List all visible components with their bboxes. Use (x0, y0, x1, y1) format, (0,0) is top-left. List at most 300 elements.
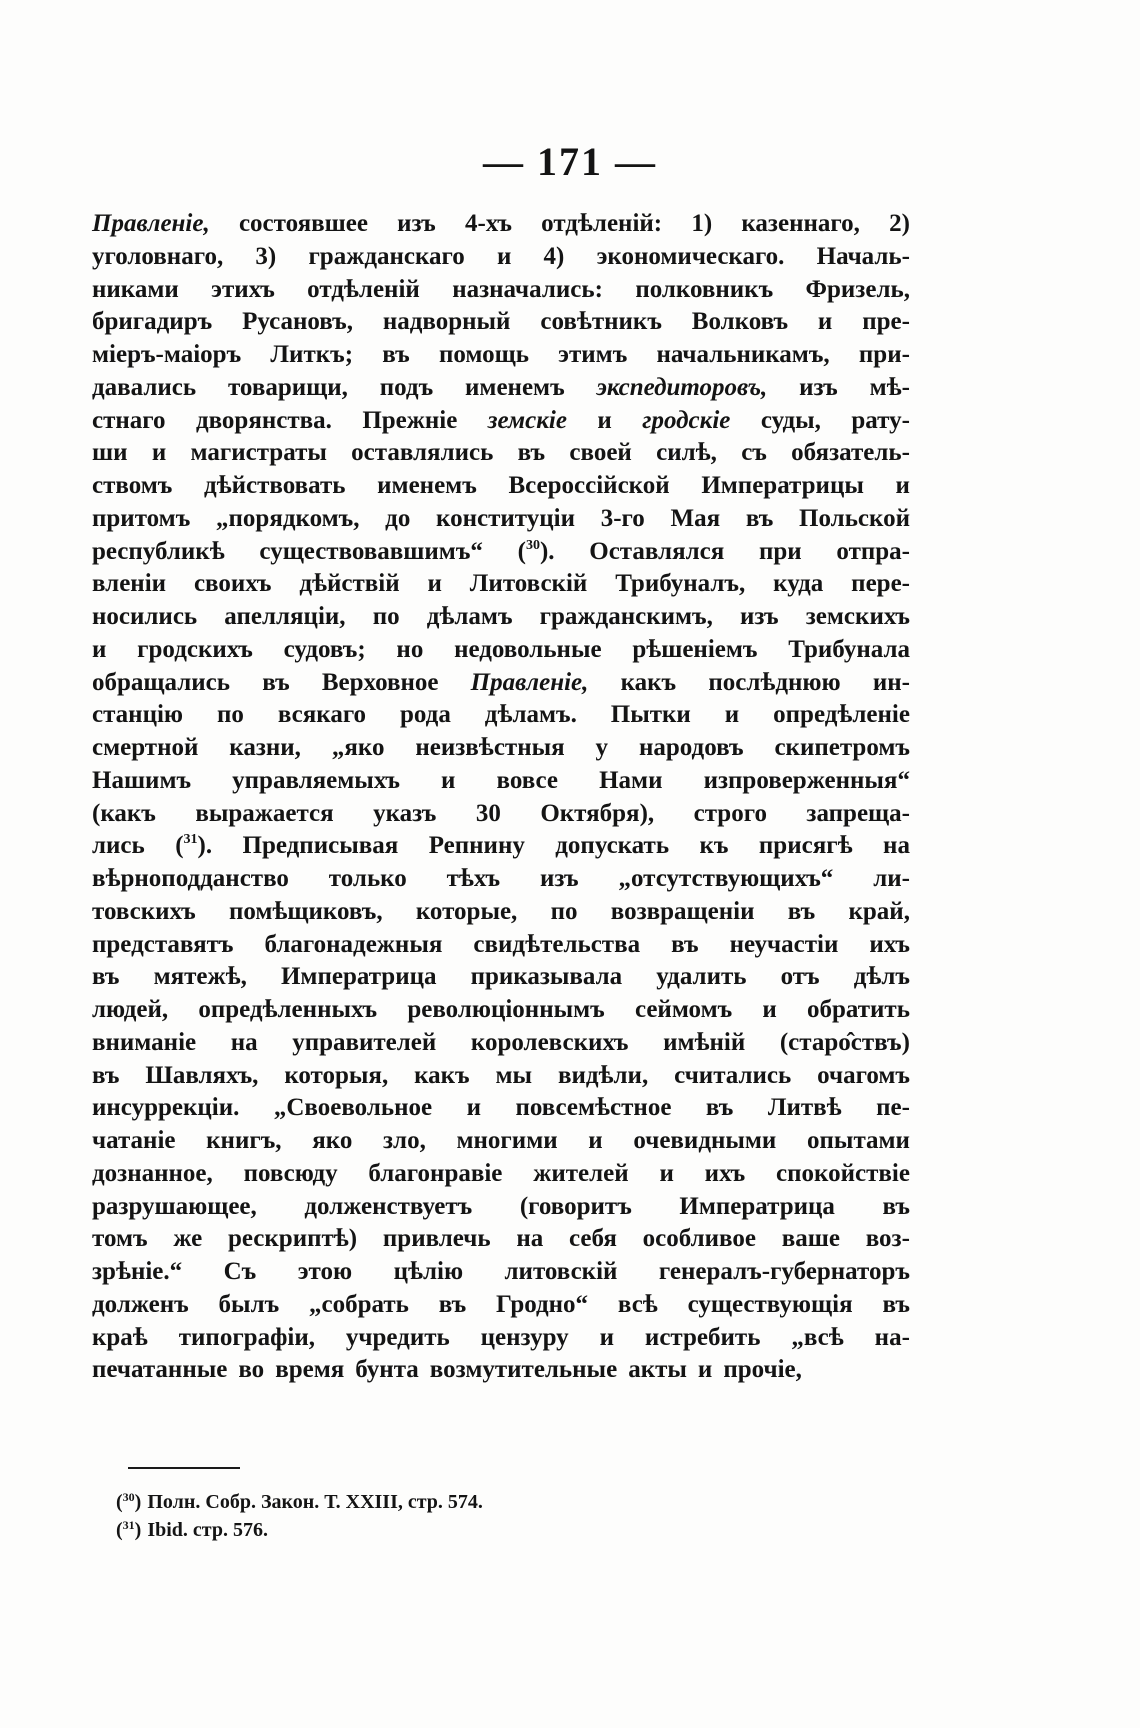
word: и (724, 701, 740, 729)
word: назначались: (452, 275, 603, 303)
word: инсуррекціи. (92, 1094, 240, 1122)
word: революціоннымъ (407, 996, 605, 1023)
text-line (92, 765, 910, 798)
word: въ (787, 897, 816, 925)
footnote-text: Ibid. стр. 576. (147, 1519, 268, 1541)
word: въ (882, 1290, 910, 1318)
word: и (659, 1159, 674, 1187)
word: экономическаго. (596, 242, 785, 270)
word: рода (400, 701, 451, 729)
word: оставлялись (351, 439, 494, 467)
word: на (516, 1225, 544, 1253)
word: пе- (876, 1094, 910, 1122)
word: рату- (851, 406, 910, 434)
word: сеймомъ (634, 996, 733, 1023)
text-line (92, 732, 910, 765)
text-line (92, 830, 910, 863)
word: по (372, 603, 400, 630)
word: рѣшеніемъ (632, 635, 758, 663)
word: существовавшимъ“ (259, 537, 483, 565)
word: Императрица (679, 1192, 835, 1220)
text-line (92, 634, 910, 667)
word: въ (705, 1094, 734, 1122)
word: народовъ (638, 734, 744, 761)
word: привлечь (382, 1225, 491, 1253)
word: которыя, (284, 1061, 389, 1089)
text-line (92, 896, 910, 929)
text-line (92, 798, 910, 831)
word: въ (745, 504, 774, 532)
word: станцію (92, 701, 184, 729)
word: какъ (620, 668, 677, 696)
word: чатаніе (92, 1127, 176, 1154)
word: Началь- (816, 242, 910, 270)
word: изъ (539, 865, 579, 892)
word: при- (858, 341, 910, 368)
word: Трибуналъ, (615, 570, 746, 598)
word: обратить (806, 996, 910, 1023)
word: стнаго (92, 406, 166, 434)
word: разрушающее, (92, 1192, 257, 1220)
word: мы (495, 1061, 533, 1089)
word: 4-хъ (464, 210, 512, 237)
word: и (588, 1127, 603, 1154)
footnote-mark: ($^{31}$) (116, 1518, 142, 1541)
word: и (466, 1094, 481, 1122)
word: считались (674, 1061, 792, 1089)
text-line (92, 994, 910, 1027)
word: своихъ (193, 570, 272, 598)
word: земскихъ (805, 603, 910, 630)
word: дѣлъ (853, 963, 910, 991)
word: (говоритъ (519, 1192, 632, 1220)
word: до (385, 504, 411, 532)
word: повсюду (243, 1159, 338, 1187)
word: Нашимъ (92, 766, 192, 794)
text-line (92, 339, 910, 372)
word: въ (262, 668, 290, 696)
word: въ (671, 930, 699, 958)
text-line (92, 241, 910, 274)
word: имѣній (663, 1028, 746, 1056)
word: совѣтникъ (540, 308, 662, 336)
word: Польской (799, 504, 910, 532)
text-line (92, 372, 910, 405)
word: Правленіе, (470, 668, 589, 696)
word: мѣ- (869, 373, 910, 401)
word: земскіе (487, 406, 567, 434)
word: зрѣніе.“ (92, 1258, 183, 1285)
word: благонадежныя (264, 930, 443, 958)
word: ваше (781, 1225, 840, 1253)
word: книгъ, (206, 1127, 282, 1154)
word: обязатель- (791, 439, 910, 467)
word: силѣ, (656, 439, 717, 467)
text-line (92, 1060, 910, 1093)
word: скипетромъ (774, 734, 910, 761)
word: казни, (229, 734, 301, 761)
word: 3-го (600, 504, 645, 532)
word: товарищи, (227, 373, 348, 401)
word: Фризель, (805, 275, 910, 303)
word: жителей (533, 1159, 629, 1187)
text-line (92, 405, 910, 438)
footnote-reference: 30 (525, 537, 540, 553)
word: типографіи, (178, 1323, 315, 1351)
word: гражданскаго (308, 242, 465, 270)
word: управителей (292, 1028, 437, 1056)
word: и (151, 439, 167, 467)
word: республикѣ (92, 537, 225, 565)
footnote-separator (128, 1467, 240, 1469)
text-line (92, 961, 910, 994)
word: міеръ-маіоръ (92, 341, 242, 368)
word: на (883, 832, 910, 860)
word: ши (92, 439, 128, 467)
word: въ (92, 1061, 120, 1089)
text-line (92, 1354, 910, 1387)
word: отпра- (836, 537, 910, 565)
word: Мая (670, 504, 721, 532)
word: бригадиръ (92, 308, 213, 336)
text-line (92, 1092, 910, 1125)
word: ($^{31}$). (175, 832, 213, 860)
word: всякаго (277, 701, 367, 729)
word: изъ (397, 210, 436, 237)
text-line (92, 1125, 910, 1158)
word: носились (92, 603, 198, 630)
word: людей, (92, 996, 169, 1023)
word: этимъ (558, 341, 628, 368)
word: (старо̂ствъ) (779, 1028, 910, 1056)
word: Правленіе, (92, 210, 210, 237)
word: Пытки (610, 701, 691, 729)
word: край, (848, 897, 910, 925)
word: томъ (92, 1225, 148, 1253)
footnote (116, 1516, 816, 1544)
word: ин- (872, 668, 910, 696)
word: воз- (865, 1225, 910, 1253)
word: и (599, 1323, 614, 1351)
word: какъ (414, 1061, 470, 1089)
word: опредѣленныхъ (198, 996, 378, 1023)
word: прочіе, (723, 1356, 802, 1384)
text-line (92, 1256, 910, 1289)
word: но (396, 635, 424, 663)
word: суды, (760, 406, 821, 434)
word: и (817, 308, 833, 336)
text-line (92, 306, 910, 339)
text-line (92, 1289, 910, 1322)
footnote-mark: ($^{30}$) (116, 1490, 142, 1513)
footnote-text: Полн. Собр. Закон. Т. XXIII, стр. 574. (147, 1491, 483, 1513)
word: магистраты (190, 439, 327, 467)
word: былъ (218, 1290, 280, 1318)
word: Прежніе (362, 406, 458, 434)
word: опытами (807, 1127, 910, 1154)
word: апелляціи, (224, 603, 346, 630)
word: повсемѣстное (515, 1094, 672, 1122)
word: благонравіе (368, 1159, 503, 1187)
word: Русановъ, (242, 308, 353, 336)
text-line (92, 1322, 910, 1355)
word: въ (882, 1192, 910, 1220)
text-line (92, 208, 910, 241)
word: изпроверженныя“ (703, 766, 910, 794)
word: помощь (438, 341, 529, 368)
word: и (92, 635, 107, 663)
word: этихъ (211, 275, 275, 303)
word: 3) (255, 242, 277, 270)
word: дѣйствовать (204, 472, 346, 499)
word: себя (569, 1225, 617, 1253)
word: указъ (373, 799, 437, 827)
word: „отсутствующихъ“ (618, 865, 834, 892)
word: 2) (889, 210, 910, 237)
word: подъ (379, 373, 434, 401)
word: Оставлялся (589, 537, 725, 565)
word: послѣднюю (708, 668, 841, 696)
word: и (496, 242, 512, 270)
word: 30 (475, 799, 501, 827)
word: на- (874, 1323, 910, 1351)
word: полковникъ (635, 275, 774, 303)
word: Литовскій (469, 570, 588, 598)
word: Волковъ (691, 308, 789, 336)
text-line (92, 274, 910, 307)
word: въ (517, 439, 546, 467)
word: притомъ (92, 504, 191, 532)
word: экспедиторовъ, (596, 373, 768, 401)
word: особливое (642, 1225, 756, 1253)
word: ихъ (869, 930, 910, 958)
word: вовсе (496, 766, 559, 794)
word: (какъ (92, 799, 156, 827)
word: возмутительные (429, 1356, 618, 1384)
word: пре- (862, 308, 910, 336)
text-line (92, 470, 910, 503)
word: вѣрноподданство (92, 865, 289, 892)
word: Шавляхъ, (145, 1061, 259, 1089)
word: учредить (345, 1323, 450, 1351)
text-line (92, 863, 910, 896)
word: „Своевольное (273, 1094, 433, 1122)
word: опредѣленіе (773, 701, 910, 729)
word: недовольные (454, 635, 602, 663)
word: отдѣленій (307, 275, 420, 303)
word: въ (438, 1290, 467, 1318)
word: очагомъ (817, 1061, 910, 1089)
word: смертной (92, 734, 199, 761)
word: мятежѣ, (153, 963, 247, 991)
body-text (92, 208, 910, 1387)
word: въ (92, 963, 120, 991)
word: и (697, 1356, 713, 1384)
word: яко (312, 1127, 353, 1154)
word: которые, (415, 897, 518, 925)
word: уголовнаго, (92, 242, 224, 270)
word: дворянства. (195, 406, 332, 434)
word: литовскій (504, 1258, 618, 1285)
word: Нами (599, 766, 663, 794)
word: ($^{30}$). (517, 537, 555, 565)
word: свидѣтельства (473, 930, 641, 958)
page-number: — 171 — (483, 139, 657, 184)
word: акты (628, 1356, 687, 1384)
text-line (92, 503, 910, 536)
word: при (758, 537, 802, 565)
word: 1) (691, 210, 713, 237)
text-line (92, 699, 910, 732)
word: существующія (687, 1290, 853, 1318)
word: по (550, 897, 578, 925)
word: видѣли, (557, 1061, 649, 1089)
word: 4) (543, 242, 565, 270)
word: товскихъ (92, 897, 196, 925)
word: всѣ (617, 1290, 658, 1318)
word: Трибунала (788, 635, 910, 663)
word: долженъ (92, 1290, 189, 1318)
word: строго (693, 799, 767, 827)
word: цѣлію (393, 1258, 464, 1285)
word: Предписывая (242, 832, 399, 860)
word: никами (92, 275, 179, 303)
text-line (92, 437, 910, 470)
word: отъ (780, 963, 820, 991)
footnote-reference: 31 (183, 832, 198, 848)
word: дѣламъ (426, 603, 513, 630)
text-line (92, 929, 910, 962)
word: приказывала (470, 963, 623, 991)
word: генералъ-губернаторъ (658, 1258, 910, 1285)
word: и (441, 766, 456, 794)
word: дознанное, (92, 1159, 213, 1187)
word: и (597, 406, 612, 434)
word: Литкъ; (270, 341, 354, 368)
word: неучастіи (729, 930, 839, 958)
text-line (92, 1027, 910, 1060)
word: именемъ (377, 472, 477, 499)
word: краѣ (92, 1323, 148, 1351)
word: гродскіе (642, 406, 731, 434)
word: отдѣленій: (541, 210, 663, 237)
word: вниманіе (92, 1028, 197, 1056)
word: королевскихъ (470, 1028, 629, 1056)
text-line (92, 1158, 910, 1191)
word: допускать (555, 832, 670, 860)
word: очевидными (633, 1127, 777, 1154)
word: вленіи (92, 570, 167, 598)
word: же (173, 1225, 203, 1253)
word: и (762, 996, 777, 1023)
word: казеннаго, (741, 210, 860, 237)
word: пере- (851, 570, 910, 598)
word: цензуру (480, 1323, 569, 1351)
text-line (92, 568, 910, 601)
word: печатанные (92, 1356, 228, 1384)
text-line (92, 1191, 910, 1224)
word: запреща- (806, 799, 910, 827)
footnotes (116, 1488, 816, 1544)
word: лись (92, 832, 145, 860)
word: на (230, 1028, 258, 1056)
word: бунта (355, 1356, 419, 1384)
word: изъ (740, 603, 779, 630)
word: начальникамъ, (656, 341, 830, 368)
word: судовъ; (283, 635, 366, 663)
word: рескриптѣ) (228, 1225, 358, 1253)
word: обращались (92, 668, 230, 696)
word: помѣщиковъ, (228, 897, 383, 925)
word: ихъ (704, 1159, 746, 1187)
word: тѣхъ (446, 865, 501, 892)
word: выражается (195, 799, 334, 827)
word: возвращеніи (610, 897, 755, 925)
word: „всѣ (791, 1323, 844, 1351)
word: по (217, 701, 244, 729)
word: и (895, 472, 910, 499)
word: и (427, 570, 442, 598)
word: надворный (382, 308, 511, 336)
word: Литвѣ (767, 1094, 842, 1122)
word: только (328, 865, 407, 892)
word: время (275, 1356, 345, 1384)
word: съ (741, 439, 767, 467)
word: конституціи (436, 504, 576, 532)
word: управляемыхъ (232, 766, 400, 794)
word: Императрицы (701, 472, 864, 499)
word: своей (569, 439, 632, 467)
word: въ (382, 341, 410, 368)
word: присягѣ (758, 832, 853, 860)
word: во (238, 1356, 265, 1384)
word: Всероссійской (508, 472, 670, 499)
word: именемъ (465, 373, 565, 401)
word: дѣйствій (299, 570, 400, 598)
text-line (92, 667, 910, 700)
word: этою (297, 1258, 353, 1285)
word: Гродно“ (495, 1290, 589, 1318)
word: куда (773, 570, 824, 598)
word: „порядкомъ, (216, 504, 360, 532)
word: давались (92, 373, 197, 401)
word: зло, (383, 1127, 426, 1154)
word: неизвѣстныя (415, 734, 565, 761)
word: Верховное (321, 668, 439, 696)
word: состоявшее (238, 210, 368, 237)
text-line (92, 1223, 910, 1256)
word: ствомъ (92, 472, 173, 499)
word: гражданскимъ, (539, 603, 713, 630)
text-line (92, 601, 910, 634)
word: къ (699, 832, 729, 860)
word: гродскихъ (137, 635, 253, 663)
footnote (116, 1488, 816, 1516)
word: удалить (656, 963, 747, 991)
word: истребить (644, 1323, 761, 1351)
word: долженствуетъ (304, 1192, 473, 1220)
word: Репнину (428, 832, 525, 860)
word: у (595, 734, 609, 761)
word: представятъ (92, 930, 234, 958)
word: дѣламъ. (484, 701, 577, 729)
word: Съ (223, 1258, 257, 1285)
word: ли- (873, 865, 910, 892)
word: многими (456, 1127, 558, 1154)
text-line (92, 536, 910, 569)
word: „яко (331, 734, 385, 761)
word: спокойствіе (776, 1159, 910, 1187)
